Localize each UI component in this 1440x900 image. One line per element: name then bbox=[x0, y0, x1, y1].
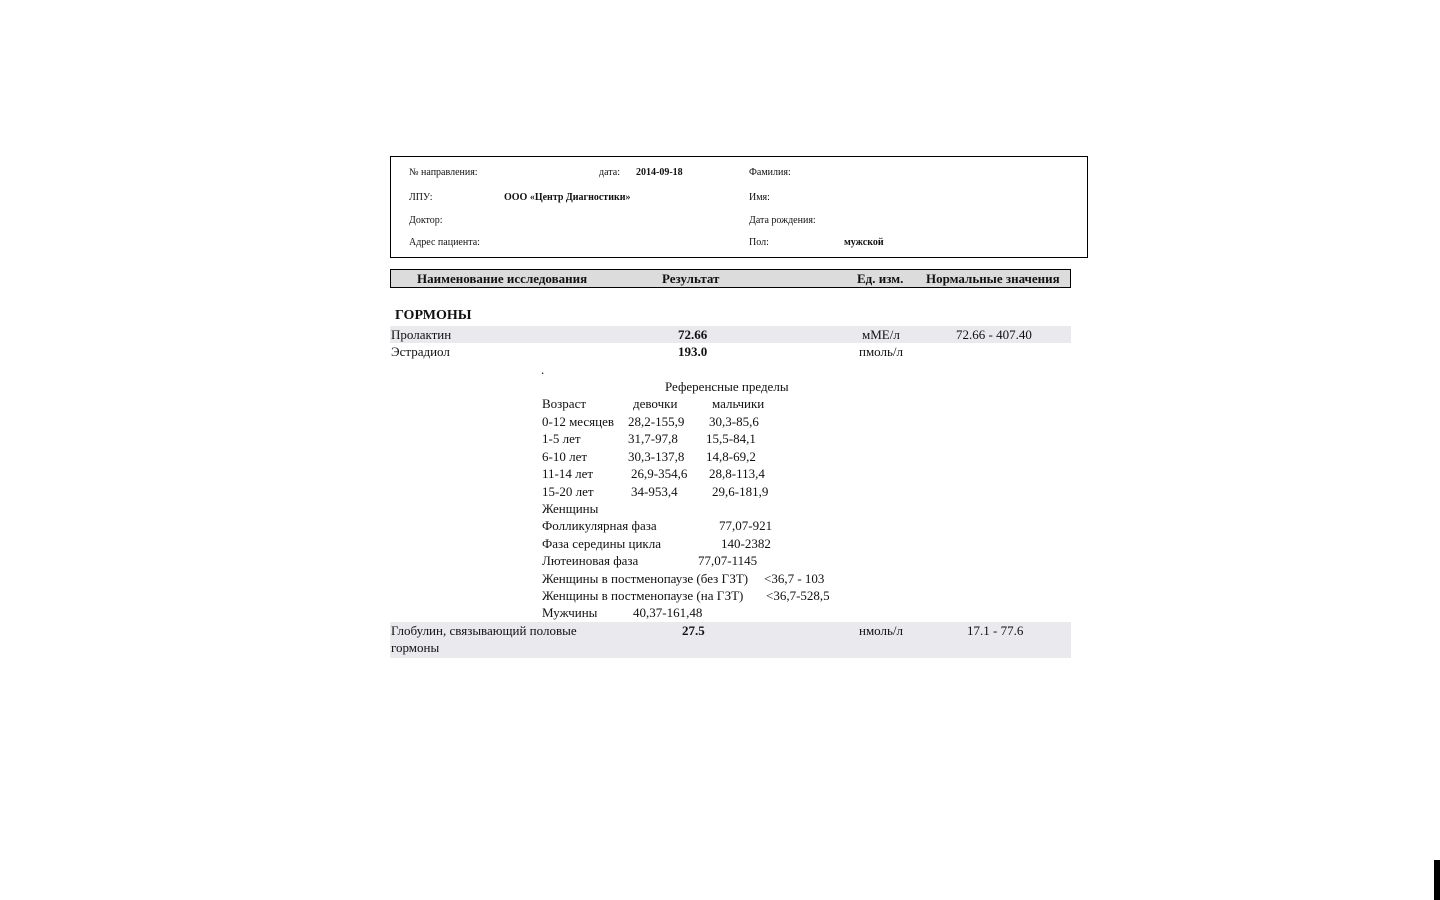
birthdate-label: Дата рождения: bbox=[749, 215, 816, 226]
girls-range: 30,3-137,8 bbox=[628, 449, 685, 464]
phase-label: Лютеиновая фаза bbox=[542, 553, 639, 568]
column-header-norm: Нормальные значения bbox=[926, 271, 1060, 286]
reference-title: Референсные пределы bbox=[665, 379, 789, 394]
column-header-name: Наименование исследования bbox=[417, 271, 588, 286]
girls-range: 34-953,4 bbox=[631, 484, 678, 499]
referral-label: № направления: bbox=[409, 167, 478, 178]
row-name: Пролактин bbox=[391, 327, 452, 342]
phase-value: 40,37-161,48 bbox=[633, 605, 703, 620]
phase-label: Фаза середины цикла bbox=[542, 536, 661, 551]
row-unit: нмоль/л bbox=[859, 623, 904, 638]
results-table-header bbox=[390, 269, 1071, 288]
address-label: Адрес пациента: bbox=[409, 237, 480, 248]
row-result: 72.66 bbox=[678, 327, 708, 342]
sex-value: мужской bbox=[844, 237, 884, 248]
boys-range: 15,5-84,1 bbox=[706, 431, 756, 446]
phase-value: <36,7 - 103 bbox=[764, 571, 825, 586]
lpu-value: ООО «Центр Диагностики» bbox=[504, 192, 631, 203]
age-range: 11-14 лет bbox=[542, 466, 594, 481]
women-label: Женщины bbox=[542, 501, 599, 516]
row-norm: 17.1 - 77.6 bbox=[967, 623, 1024, 638]
girls-range: 28,2-155,9 bbox=[628, 414, 685, 429]
patient-info-box bbox=[390, 156, 1088, 258]
date-label: дата: bbox=[599, 167, 620, 178]
row-name-line1: Глобулин, связывающий половые bbox=[391, 623, 577, 638]
reference-dot: . bbox=[541, 362, 545, 377]
age-range: 1-5 лет bbox=[542, 431, 581, 446]
row-unit: мМЕ/л bbox=[862, 327, 900, 342]
row-name-line2: гормоны bbox=[391, 640, 440, 655]
row-name: Эстрадиол bbox=[391, 344, 450, 359]
age-range: 15-20 лет bbox=[542, 484, 594, 499]
age-range: 0-12 месяцев bbox=[542, 414, 615, 429]
phase-label: Женщины в постменопаузе (на ГЗТ) bbox=[542, 588, 744, 603]
phase-value: <36,7-528,5 bbox=[766, 588, 830, 603]
section-title: ГОРМОНЫ bbox=[395, 308, 472, 323]
phase-label: Фолликулярная фаза bbox=[542, 518, 657, 533]
column-header-result: Результат bbox=[662, 271, 720, 286]
girls-range: 26,9-354,6 bbox=[631, 466, 688, 481]
phase-value: 140-2382 bbox=[721, 536, 771, 551]
boys-range: 29,6-181,9 bbox=[712, 484, 769, 499]
scan-edge-artifact bbox=[1434, 860, 1440, 900]
age-range: 6-10 лет bbox=[542, 449, 588, 464]
surname-label: Фамилия: bbox=[749, 167, 791, 178]
date-value: 2014-09-18 bbox=[636, 167, 683, 178]
phase-label: Женщины в постменопаузе (без ГЗТ) bbox=[542, 571, 749, 586]
phase-label: Мужчины bbox=[542, 605, 598, 620]
girls-header: девочки bbox=[633, 396, 678, 411]
row-norm: 72.66 - 407.40 bbox=[956, 327, 1032, 342]
boys-header: мальчики bbox=[712, 396, 765, 411]
girls-range: 31,7-97,8 bbox=[628, 431, 678, 446]
phase-value: 77,07-921 bbox=[719, 518, 773, 533]
boys-range: 30,3-85,6 bbox=[709, 414, 759, 429]
sex-label: Пол: bbox=[749, 237, 769, 248]
age-header: Возраст bbox=[542, 396, 587, 411]
boys-range: 28,8-113,4 bbox=[709, 466, 765, 481]
phase-value: 77,07-1145 bbox=[698, 553, 758, 568]
row-result: 27.5 bbox=[682, 623, 705, 638]
column-header-unit: Ед. изм. bbox=[857, 271, 904, 286]
row-unit: пмоль/л bbox=[859, 344, 904, 359]
row-result: 193.0 bbox=[678, 344, 708, 359]
boys-range: 14,8-69,2 bbox=[706, 449, 756, 464]
name-label: Имя: bbox=[749, 192, 770, 203]
doctor-label: Доктор: bbox=[409, 215, 443, 226]
lpu-label: ЛПУ: bbox=[409, 192, 433, 203]
